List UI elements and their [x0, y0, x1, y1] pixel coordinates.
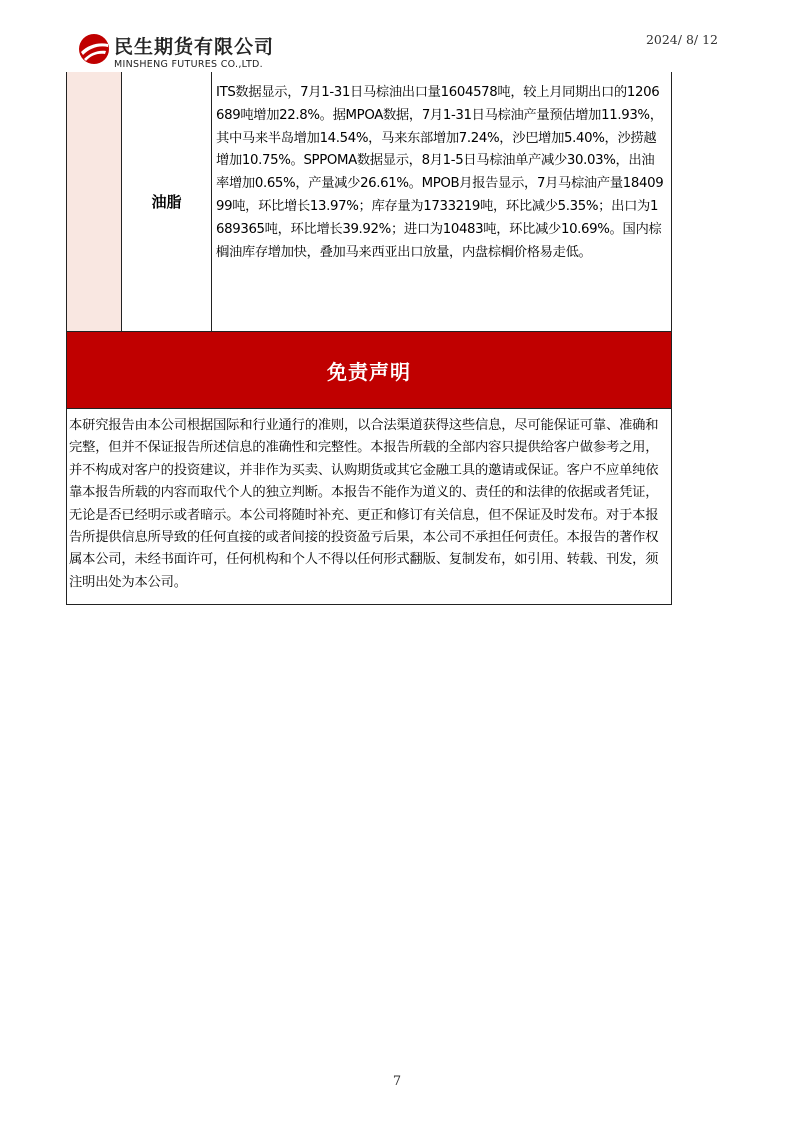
- company-logo: [78, 30, 308, 74]
- disclaimer-body: 本研究报告由本公司根据国际和行业通行的准则，以合法渠道获得这些信息，尽可能保证可靠、准确和完整，但并不保证报告所述信息的准确性和完整性。本报告所载的全部内容只提供给客户做参考之用，并不构成对客户的投资建议，并非作为买卖、认购期货或其它金融工具的邀请或保证。客户不应单纯依靠本报告所载的内容而取代个人的独立判断。本报告不能作为道义的、责任的和法律的依据或者凭证，无论是否已经明示或者暗示。本公司将随时补充、更正和修订有关信息，但不保证及时发布。对于本报告所提供信息所导致的任何直接的或者间接的投资盈亏后果，本公司不承担任何责任。本报告的著作权属本公司，未经书面许可，任何机构和个人不得以任何形式翻版、复制发布，如引用、转载、刊发，须注明出处为本公司。: [69, 418, 659, 590]
- table-row: [67, 72, 671, 332]
- category-cell: 油脂: [122, 72, 212, 331]
- disclaimer-title: 免责声明: [67, 332, 671, 409]
- company-name-en: MINSHENG FUTURES CO.,LTD.: [114, 59, 263, 70]
- page-number: 7: [392, 1074, 402, 1089]
- report-table: [66, 72, 672, 605]
- content-cell: ITS数据显示，7月1-31日马棕油出口量1604578吨，较上月同期出口的1206689吨增加22.8%。据MPOA数据，7月1-31日马棕油产量预估增加11.93%，其中马来半岛增加14.54%，马来东部增加7.24%，沙巴增加5.40%，沙捞越增加10.75%。SPPOMA数据显示，8月1-5日马棕油单产减少30.03%，出油率增加0.65%，产量减少26.61%。MPOB月报告显示，7月马棕油产量1840999吨，环比增长13.97%；库存量为1733219吨，环比减少5.35%；出口为1689365吨，环比增长39.92%；进口为10483吨，环比减少10.69%。国内棕榈油库存增加快，叠加马来西亚出口放量，内盘棕榈价格易走低。: [216, 85, 664, 260]
- company-name-cn: 民生期货有限公司: [114, 36, 275, 58]
- report-date: 2024/ 8/ 12: [645, 32, 718, 47]
- minsheng-logo-icon: [78, 32, 110, 66]
- row-marker-cell: [67, 72, 122, 331]
